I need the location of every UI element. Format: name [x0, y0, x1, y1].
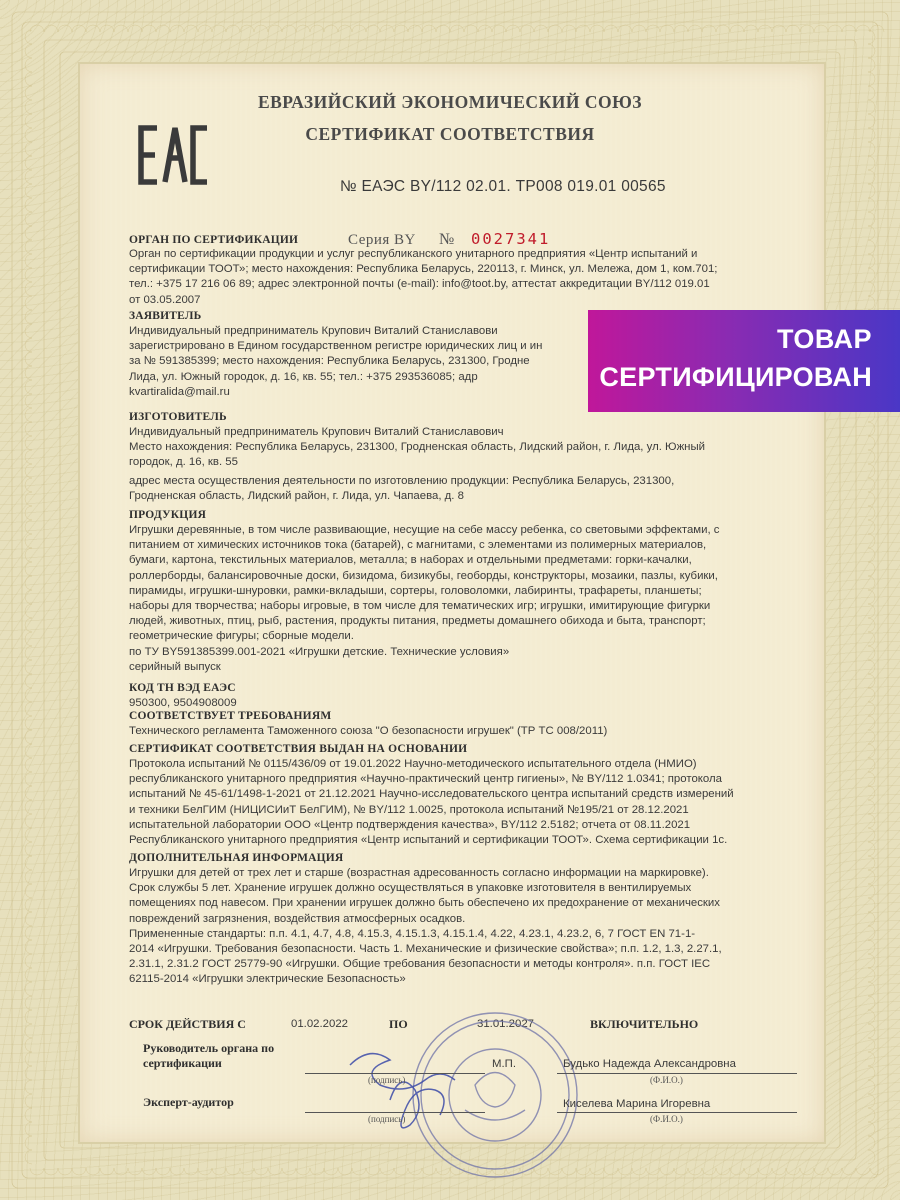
- applicant-line: Индивидуальный предприниматель Крупович Виталий Станиславови: [129, 325, 498, 337]
- additional-line: Примененные стандарты: п.п. 4.1, 4.7, 4.8, 4.15.3, 4.15.1.3, 4.15.1.4, 4.22, 4.23.1, 4.23.2, 6, 7 ГОСТ EN 71-1-: [129, 927, 696, 940]
- badge-line-1: ТОВАР: [777, 324, 872, 354]
- organ-line: Орган по сертификации продукции и услуг республиканского унитарного предприятия «Центр испытаний и: [129, 248, 698, 260]
- applicant-line: kvartiralida@mail.ru: [129, 385, 230, 398]
- expert-name-line: [557, 1112, 797, 1113]
- expert-sign-caption: (подпись): [368, 1114, 406, 1124]
- head-label-2: сертификации: [143, 1056, 222, 1070]
- expert-name: Киселева Марина Игоревна: [563, 1098, 711, 1110]
- organ-text: [129, 247, 717, 308]
- union-title: ЕВРАЗИЙСКИЙ ЭКОНОМИЧЕСКИЙ СОЮЗ: [257, 92, 643, 112]
- section-title-additional: ДОПОЛНИТЕЛЬНАЯ ИНФОРМАЦИЯ: [129, 852, 344, 864]
- products-line: людей, животных, птиц, рыб, растения, продукты питания, предметы домашнего обихода и быта, транспорт;: [129, 615, 706, 628]
- basis-line: и техники БелГИМ (НИЦИСИиТ БелГИМ), № BY/112 1.0025, протокола испытаний №195/21 от 28.12.2021: [129, 803, 689, 816]
- series-no-sign: №: [439, 231, 455, 248]
- products-line: геометрические фигуры; сборные модели.: [129, 630, 354, 643]
- expert-sign-line: [305, 1112, 485, 1113]
- applicant-text: [129, 324, 542, 400]
- section-title-tnved: КОД ТН ВЭД ЕАЭС: [129, 682, 236, 694]
- applicant-line: зарегистрировано в Едином государственном регистре юридических лиц и ин: [129, 340, 543, 353]
- organ-line: сертификации ТООТ»; место нахождения: Республика Беларусь, 220113, г. Минск, ул. Мележа, дом 1, ком.701;: [129, 263, 718, 276]
- additional-line: помещениях под навесом. При хранении игрушек должно быть обеспечено их предохранение от механических: [129, 897, 720, 910]
- manufacturer-line: Индивидуальный предприниматель Крупович Виталий Станиславович: [129, 426, 504, 438]
- products-line: роллерборды, балансировочные доски, бизидома, бизикубы, геоборды, конструкторы, мозаики, пазлы, кубики,: [129, 569, 718, 582]
- additional-line: 2014 «Игрушки. Требования безопасности. Часть 1. Механические и физические свойства»; п.п. 1.2, 1.3, 2.27.1,: [129, 943, 722, 956]
- head-sign-caption: (подпись): [368, 1075, 406, 1085]
- basis-line: испытательной лаборатории ООО «Центр подтверждения качества», BY/112 2.5182; отчета от 08.11.2021: [129, 818, 691, 831]
- section-title-organ: ОРГАН ПО СЕРТИФИКАЦИИ: [129, 234, 299, 246]
- expert-label: Эксперт-аудитор: [143, 1095, 234, 1109]
- head-label-1: Руководитель органа по: [143, 1041, 275, 1055]
- manufacturer-line: адрес места осуществления деятельности по изготовлению продукции: Республика Беларусь, 231300,: [129, 474, 675, 487]
- section-title-manufacturer: ИЗГОТОВИТЕЛЬ: [129, 411, 227, 423]
- basis-line: Протокола испытаний № 0115/436/09 от 19.01.2022 Научно-методического испытательного отдела (НМИО): [129, 758, 697, 770]
- certificate-number: № ЕАЭС BY/112 02.01. ТР008 019.01 00565: [340, 178, 666, 195]
- basis-line: республиканского унитарного предприятия «Научно-практический центр гигиены», № BY/112 1.0341; протокола: [129, 773, 722, 786]
- section-title-conforms: СООТВЕТСТВУЕТ ТРЕБОВАНИЯМ: [129, 710, 332, 722]
- additional-line: повреждений загрязнения, воздействия атмосферных осадков.: [129, 912, 466, 925]
- validity-label: СРОК ДЕЙСТВИЯ С: [129, 1017, 246, 1031]
- basis-line: испытаний № 45-61/1498-1-2021 от 21.12.2021 Научно-исследовательского центра испытаний средств измерений: [129, 788, 734, 801]
- additional-line: 62115-2014 «Игрушки электрические Безопасность»: [129, 973, 406, 986]
- expert-fio-caption: (Ф.И.О.): [650, 1114, 683, 1124]
- manufacturer-line: городок, д. 16, кв. 55: [129, 456, 238, 469]
- tnved-text: 950300, 9504908009: [129, 697, 237, 709]
- products-text: [129, 523, 720, 675]
- applicant-line: Лида, ул. Южный городок, д. 16, кв. 55; тел.: +375 293536085; адр: [129, 370, 478, 383]
- series-label: Серия BY: [348, 232, 416, 248]
- products-line: наборы для творчества; наборы игровые, в том числе для тематических игр; игрушки, имитирующие фигурки: [129, 600, 711, 613]
- applicant-line: за № 591385399; место нахождения: Республика Беларусь, 231300, Гродне: [129, 355, 530, 368]
- head-fio-caption: (Ф.И.О.): [650, 1075, 683, 1085]
- validity-to-label: ПО: [389, 1017, 408, 1031]
- badge-line-2: СЕРТИФИЦИРОВАН: [599, 362, 872, 392]
- certified-badge: [588, 310, 900, 412]
- certificate-title: СЕРТИФИКАТ СООТВЕТСТВИЯ: [305, 124, 595, 144]
- section-title-basis: СЕРТИФИКАТ СООТВЕТСТВИЯ ВЫДАН НА ОСНОВАНИИ: [129, 743, 468, 755]
- organ-line: от 03.05.2007: [129, 293, 201, 306]
- head-name: Будько Надежда Александровна: [563, 1058, 736, 1070]
- products-line: пирамиды, игрушки-шнуровки, рамки-вкладыши, сортеры, головоломки, лабиринты, трафареты, планшеты;: [129, 584, 702, 597]
- manufacturer-text: [129, 425, 705, 504]
- head-name-line: [557, 1073, 797, 1074]
- products-line: бумаги, картона, текстильных материалов, металла; в наборах и отдельными предметами: горки-качалки,: [129, 554, 692, 567]
- conforms-text: Технического регламента Таможенного союза "О безопасности игрушек" (ТР ТС 008/2011): [129, 725, 608, 737]
- validity-from: 01.02.2022: [291, 1018, 349, 1030]
- series-number: 0027341: [471, 230, 551, 248]
- signature-scribble: [330, 1030, 490, 1140]
- products-line: по ТУ BY591385399.001-2021 «Игрушки детские. Технические условия»: [129, 645, 510, 658]
- basis-text: [129, 757, 734, 848]
- organ-line: тел.: +375 17 216 06 89; адрес электронной почты (e-mail): info@toot.by, аттестат аккредитации BY/112 019.01: [129, 278, 710, 291]
- validity-inclusive: ВКЛЮЧИТЕЛЬНО: [590, 1017, 699, 1031]
- manufacturer-line: Место нахождения: Республика Беларусь, 231300, Гродненская область, Лидский район, г. Лида, ул. Южный: [129, 441, 706, 454]
- products-line: серийный выпуск: [129, 660, 221, 673]
- section-title-products: ПРОДУКЦИЯ: [129, 509, 207, 521]
- stamp-mark: М.П.: [492, 1058, 517, 1070]
- validity-to: 31.01.2027: [477, 1018, 535, 1030]
- section-title-applicant: ЗАЯВИТЕЛЬ: [129, 310, 202, 322]
- head-sign-line: [305, 1073, 485, 1074]
- additional-line: 2.31.1, 2.31.2 ГОСТ 25779-90 «Игрушки. Общие требования безопасности и методы контроля». п.п. ГОСТ IEC: [129, 958, 711, 971]
- products-line: Игрушки деревянные, в том числе развивающие, несущие на себе массу ребенка, со световыми эффектами, с: [129, 524, 720, 536]
- products-line: питанием от химических источников тока (батарей), с магнитами, с элементами из полимерных материалов,: [129, 539, 707, 552]
- additional-line: Срок службы 5 лет. Хранение игрушек должно осуществляться в упаковке изготовителя в вентилируемых: [129, 882, 692, 895]
- manufacturer-line: Гродненская область, Лидский район, г. Лида, ул. Чапаева, д. 8: [129, 489, 464, 502]
- additional-line: Игрушки для детей от трех лет и старше (возрастная адресованность согласно информации на маркировке).: [129, 867, 709, 879]
- additional-text: [129, 866, 722, 988]
- basis-line: Республиканского унитарного предприятия «Центр испытаний и сертификации ТООТ». Схема сертификации 1с.: [129, 834, 728, 847]
